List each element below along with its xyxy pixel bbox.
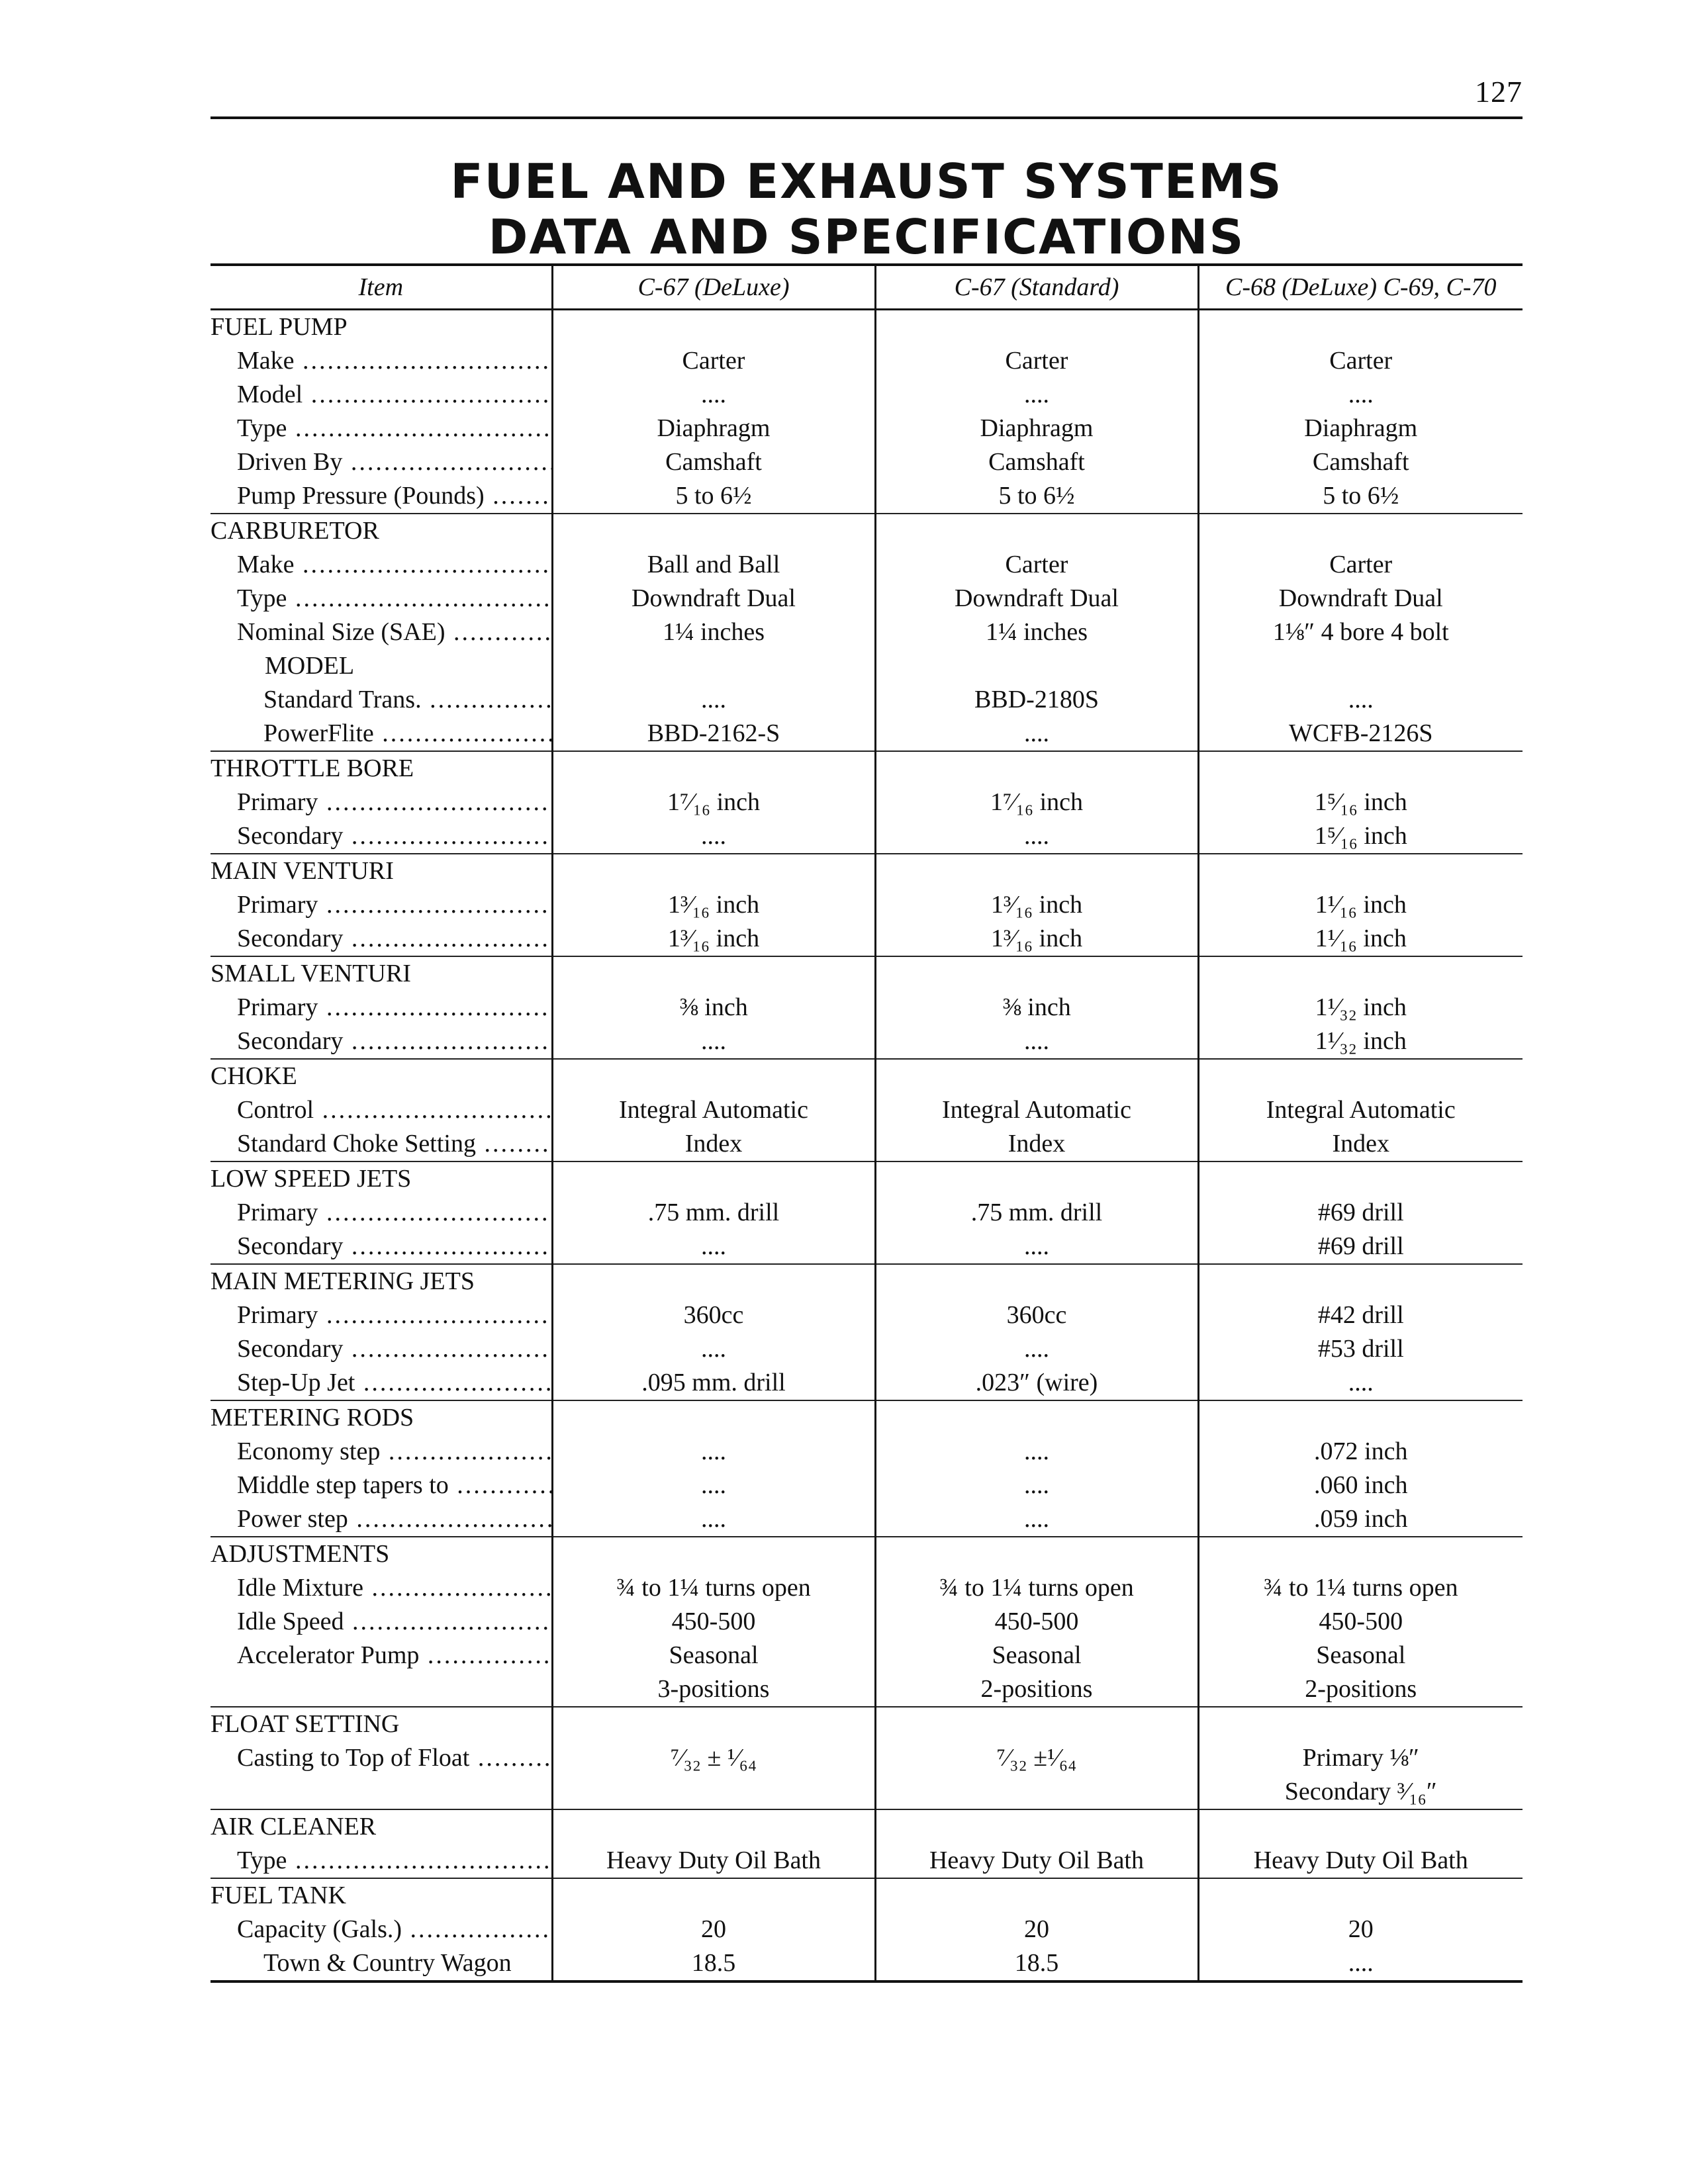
value-text: Integral Automatic [1266,1096,1456,1124]
value-text [1199,514,1523,548]
value-cell [552,1400,875,1537]
item-label: Type ..... [211,582,551,615]
value-text [1199,957,1523,991]
value-text: .095 mm. drill [641,1369,786,1396]
value-text: ¾ to 1¼ turns open [616,1574,811,1602]
value-cell [875,1400,1198,1537]
value-text: ⁷⁄₃₂ ± ¹⁄₆₄ [670,1744,757,1772]
value-text [553,957,874,991]
value-cell [875,1707,1198,1809]
value-text [876,752,1197,786]
value-text: 5 to 6½ [675,482,752,510]
value-text: .... [701,686,726,713]
table-group-row [211,514,1523,751]
value-text: Diaphragm [657,414,771,442]
item-label: MODEL [265,652,355,680]
value-cell [552,1161,875,1264]
value-text: 1⁵⁄₁₆ inch [1314,822,1407,850]
value-cell [552,1059,875,1161]
value-text: .... [1024,1335,1049,1363]
value-text: .... [701,1505,726,1533]
value-cell [875,1809,1198,1878]
value-text: 1¹⁄₃₂ inch [1315,1027,1407,1055]
section-heading: CHOKE [211,1062,297,1090]
value-text: .060 inch [1314,1471,1408,1499]
value-text [1199,1707,1523,1741]
value-text: 1⁷⁄₁₆ inch [990,788,1083,816]
value-text: 1³⁄₁₆ inch [667,925,760,952]
value-cell [875,751,1198,854]
value-text [1199,1162,1523,1196]
item-label: Primary ..... [211,991,551,1024]
value-cell [1198,751,1523,854]
value-text: Seasonal [992,1641,1082,1669]
section-heading: AIR CLEANER [211,1813,377,1841]
value-text: Camshaft [665,448,762,476]
value-text: Primary ⅛″ [1302,1744,1419,1772]
value-text: .... [701,822,726,850]
column-header-item: Item [211,265,552,310]
value-text: 450-500 [671,1608,756,1635]
value-text: 450-500 [1319,1608,1403,1635]
value-cell [552,1707,875,1809]
value-text: BBD-2162-S [647,719,780,747]
column-header-c67-standard: C-67 (Standard) [875,265,1198,310]
section-heading: CARBURETOR [211,517,379,545]
table-group-row [211,1059,1523,1161]
section-heading: FUEL PUMP [211,313,348,341]
value-text: Index [1008,1130,1066,1158]
value-text: 1¼ inches [662,618,765,646]
value-text: Camshaft [1312,448,1409,476]
value-cell [1198,1878,1523,1981]
table-group-row [211,310,1523,514]
column-header-c68-c69-c70: C-68 (DeLuxe) C-69, C-70 [1198,265,1523,310]
value-text: #69 drill [1317,1199,1404,1226]
item-label: Economy step ..... [211,1435,551,1469]
value-text: .... [701,1437,726,1465]
value-text: Diaphragm [980,414,1094,442]
value-text: .... [701,1471,726,1499]
value-text: .023″ (wire) [975,1369,1098,1396]
value-text: .... [1024,822,1049,850]
section-heading: SMALL VENTURI [211,960,411,987]
item-label: Driven By ..... [211,445,551,479]
specifications-table [211,263,1523,1983]
item-cell [211,1059,552,1161]
value-cell [552,1537,875,1707]
item-cell [211,1878,552,1981]
item-cell [211,310,552,514]
value-cell [552,956,875,1059]
item-label: Standard Trans. ..... [211,683,551,717]
value-cell [1198,1400,1523,1537]
section-heading: FUEL TANK [211,1882,346,1909]
item-cell [211,854,552,956]
value-text [876,1537,1197,1571]
value-text: .... [1024,1437,1049,1465]
value-text: 360cc [683,1301,744,1329]
item-label: Primary ..... [211,1298,551,1332]
item-cell [211,956,552,1059]
value-text: .... [1024,1505,1049,1533]
value-text [1199,1265,1523,1298]
value-text [876,854,1197,888]
value-text: #53 drill [1317,1335,1404,1363]
value-cell [1198,1264,1523,1400]
value-text: 20 [1348,1915,1374,1943]
value-text: Carter [1329,551,1393,578]
column-header-c67-deluxe: C-67 (DeLuxe) [552,265,875,310]
value-cell [1198,514,1523,751]
page-number: 127 [1475,75,1523,109]
table-group-row [211,1809,1523,1878]
value-text: Carter [1005,347,1068,375]
page-title [211,154,1523,265]
value-cell [875,1161,1198,1264]
value-cell [875,1878,1198,1981]
value-cell [1198,1537,1523,1707]
value-text [553,514,874,548]
value-cell [552,1878,875,1981]
value-text: Carter [1005,551,1068,578]
value-cell [875,1264,1198,1400]
value-cell [1198,1809,1523,1878]
value-text [876,1162,1197,1196]
item-label: Pump Pressure (Pounds) ..... [211,479,551,513]
value-text: 1⁵⁄₁₆ inch [1314,788,1407,816]
value-text: .... [1024,1027,1049,1055]
value-text: Heavy Duty Oil Bath [606,1846,821,1874]
value-text [1199,310,1523,344]
item-label: Type ..... [211,412,551,445]
value-text: WCFB-2126S [1289,719,1433,747]
value-text [1199,1879,1523,1913]
value-text: 5 to 6½ [1323,482,1399,510]
value-text: Heavy Duty Oil Bath [1253,1846,1468,1874]
value-text [553,1401,874,1435]
value-text: Seasonal [669,1641,759,1669]
value-text: 5 to 6½ [998,482,1075,510]
value-text: 1¹⁄₁₆ inch [1315,891,1407,919]
value-text: .059 inch [1314,1505,1408,1533]
item-cell [211,1400,552,1537]
table-group-row [211,1161,1523,1264]
table-group-row [211,751,1523,854]
item-label: Idle Speed ..... [211,1605,551,1639]
value-text [553,1879,874,1913]
value-text: 1¼ inches [985,618,1088,646]
value-text: 2-positions [1305,1675,1417,1703]
item-label: Casting to Top of Float ..... [211,1741,551,1775]
top-rule [211,116,1523,119]
value-cell [1198,1059,1523,1161]
value-text: 1³⁄₁₆ inch [990,891,1083,919]
value-text: .75 mm. drill [647,1199,780,1226]
table-header-row [211,265,1523,310]
value-text: .... [1024,381,1049,408]
value-cell [552,1809,875,1878]
value-text: .... [701,1027,726,1055]
value-text: Carter [1329,347,1393,375]
section-heading: METERING RODS [211,1404,414,1432]
item-label: Make ..... [211,548,551,582]
table-group-row [211,1400,1523,1537]
value-text [876,649,1197,683]
section-heading: FLOAT SETTING [211,1710,400,1738]
value-text [1199,1060,1523,1093]
value-text: Integral Automatic [619,1096,808,1124]
value-text: .... [1024,1232,1049,1260]
value-text: Downdraft Dual [1278,584,1443,612]
value-text: Integral Automatic [942,1096,1131,1124]
value-text: Camshaft [988,448,1085,476]
value-text [876,1060,1197,1093]
value-text: .... [701,381,726,408]
table-group-row [211,1878,1523,1981]
item-label: Nominal Size (SAE) ..... [211,615,551,649]
value-text: .75 mm. drill [970,1199,1103,1226]
item-cell [211,1161,552,1264]
item-label: Secondary ..... [211,819,551,853]
table-group-row [211,956,1523,1059]
value-cell [552,751,875,854]
item-label: Primary ..... [211,786,551,819]
item-label: Type ..... [211,1844,551,1878]
item-label: Secondary ..... [211,922,551,956]
table-group-row [211,1537,1523,1707]
value-cell [875,1537,1198,1707]
value-text [553,1707,874,1741]
value-text: .... [1348,1949,1374,1977]
value-text: ⅜ inch [679,993,748,1021]
value-text [1199,854,1523,888]
value-text: BBD-2180S [974,686,1099,713]
value-text: 20 [701,1915,726,1943]
value-cell [1198,1161,1523,1264]
title-line-2: DATA AND SPECIFICATIONS [488,209,1245,265]
item-cell [211,1537,552,1707]
value-text [876,1879,1197,1913]
value-text [876,957,1197,991]
item-label [211,1672,551,1706]
value-text: .... [701,1335,726,1363]
item-label: PowerFlite ..... [211,717,551,751]
value-text: 1⁷⁄₁₆ inch [667,788,760,816]
item-label: Accelerator Pump ..... [211,1639,551,1672]
value-text: .... [1348,381,1374,408]
value-text [876,514,1197,548]
value-text [553,1060,874,1093]
item-label: Capacity (Gals.) ..... [211,1913,551,1946]
value-text [553,1265,874,1298]
value-text: 20 [1024,1915,1049,1943]
value-text [553,310,874,344]
value-cell [1198,310,1523,514]
value-text [1199,1810,1523,1844]
item-cell [211,514,552,751]
value-text: .... [1024,1471,1049,1499]
table-group-row [211,1707,1523,1809]
value-cell [552,514,875,751]
item-cell [211,751,552,854]
section-heading: MAIN VENTURI [211,857,394,885]
value-cell [875,514,1198,751]
value-cell [1198,956,1523,1059]
value-cell [875,854,1198,956]
table-body [211,310,1523,1982]
value-text: Carter [682,347,745,375]
value-text: 1¹⁄₁₆ inch [1315,925,1407,952]
value-cell [1198,854,1523,956]
item-label [211,1775,551,1809]
item-label: Power step ..... [211,1502,551,1536]
value-text [1199,752,1523,786]
item-label: Secondary ..... [211,1332,551,1366]
value-text: 1³⁄₁₆ inch [990,925,1083,952]
section-heading: LOW SPEED JETS [211,1165,412,1193]
value-text: #69 drill [1317,1232,1404,1260]
value-text: Secondary ³⁄₁₆″ [1284,1778,1437,1805]
value-text: .072 inch [1314,1437,1408,1465]
item-label: Secondary ..... [211,1024,551,1058]
value-text: ⅜ inch [1002,993,1071,1021]
value-text [553,1162,874,1196]
value-text: 2-positions [980,1675,1093,1703]
value-text: 1⅛″ 4 bore 4 bolt [1272,618,1449,646]
value-text: ¾ to 1¼ turns open [1264,1574,1458,1602]
value-text: Heavy Duty Oil Bath [929,1846,1144,1874]
value-text: Seasonal [1316,1641,1406,1669]
value-text: .... [1348,686,1374,713]
value-text: ⁷⁄₃₂ ±¹⁄₆₄ [996,1744,1077,1772]
value-text [876,310,1197,344]
title-line-1: FUEL AND EXHAUST SYSTEMS [450,154,1283,209]
item-label: Model ..... [211,378,551,412]
value-text [876,1810,1197,1844]
value-text: 18.5 [1014,1949,1059,1977]
value-cell [552,310,875,514]
item-label: Standard Choke Setting ..... [211,1127,551,1161]
section-heading: ADJUSTMENTS [211,1540,390,1568]
item-cell [211,1707,552,1809]
value-cell [1198,1707,1523,1809]
value-text: 1³⁄₁₆ inch [667,891,760,919]
table-group-row [211,854,1523,956]
item-cell [211,1809,552,1878]
table-group-row [211,1264,1523,1400]
item-label: Middle step tapers to ..... [211,1469,551,1502]
value-text: Index [1332,1130,1390,1158]
value-text: Diaphragm [1304,414,1418,442]
item-label: Control ..... [211,1093,551,1127]
value-text: Index [684,1130,743,1158]
value-text [876,1265,1197,1298]
value-text [1199,1401,1523,1435]
value-text [553,1537,874,1571]
value-text [1199,1537,1523,1571]
value-text: 1¹⁄₃₂ inch [1315,993,1407,1021]
value-text: Ball and Ball [647,551,780,578]
value-cell [875,1059,1198,1161]
item-cell [211,1264,552,1400]
value-cell [875,956,1198,1059]
section-heading: THROTTLE BORE [211,754,414,782]
value-text: 450-500 [994,1608,1079,1635]
value-text [553,1775,874,1809]
value-text: 18.5 [691,1949,736,1977]
value-text: 360cc [1006,1301,1067,1329]
value-text [876,1707,1197,1741]
value-text: ¾ to 1¼ turns open [939,1574,1134,1602]
value-text: Downdraft Dual [955,584,1119,612]
value-text [553,649,874,683]
value-text: Downdraft Dual [632,584,796,612]
value-text [553,1810,874,1844]
value-text: .... [701,1232,726,1260]
item-label: Town & Country Wagon [263,1949,512,1977]
value-text: #42 drill [1317,1301,1404,1329]
value-cell [875,310,1198,514]
item-label: Idle Mixture ..... [211,1571,551,1605]
item-label: Primary ..... [211,888,551,922]
value-text [1199,649,1523,683]
value-text: .... [1348,1369,1374,1396]
value-cell [552,854,875,956]
item-label: Secondary ..... [211,1230,551,1263]
section-heading: MAIN METERING JETS [211,1267,475,1295]
value-text [553,752,874,786]
value-text [876,1401,1197,1435]
value-text [876,1775,1197,1809]
value-text: 3-positions [657,1675,770,1703]
value-text [553,854,874,888]
value-cell [552,1264,875,1400]
item-label: Primary ..... [211,1196,551,1230]
item-label: Step-Up Jet ..... [211,1366,551,1400]
item-label: Make ..... [211,344,551,378]
value-text: .... [1024,719,1049,747]
